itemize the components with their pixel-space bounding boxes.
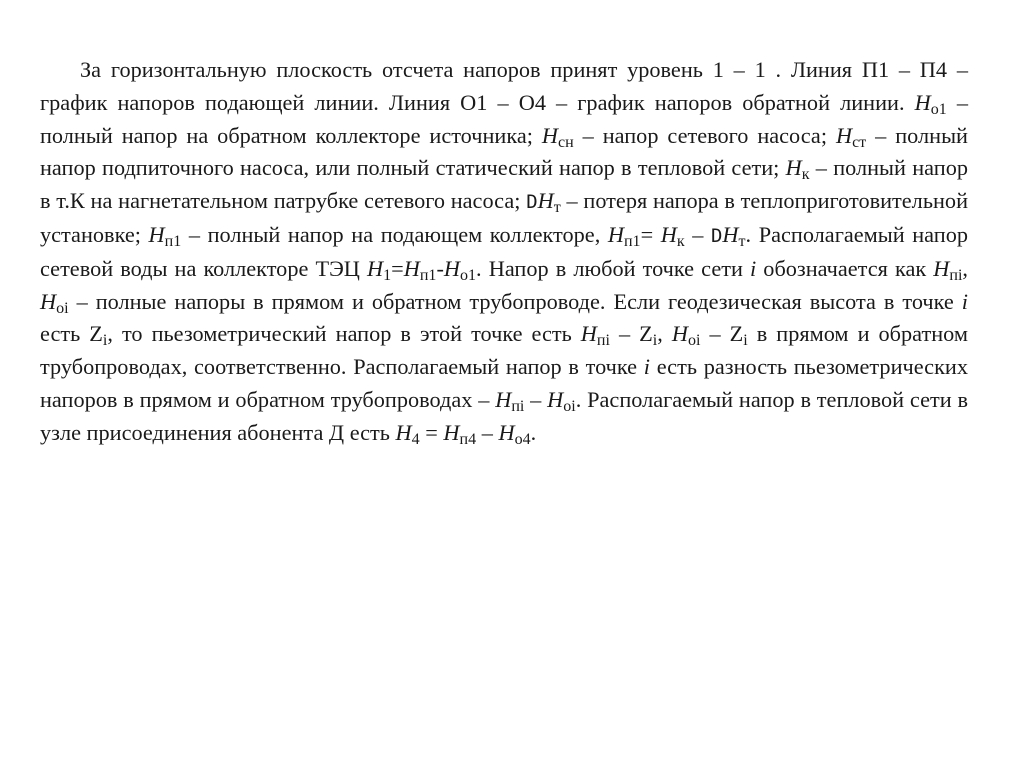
subscript: о1 bbox=[460, 266, 477, 284]
subscript: п1 bbox=[419, 266, 437, 284]
symbol-Z: Z bbox=[89, 321, 103, 347]
text-run: – потеря напора в теплоприготовительной установке; bbox=[40, 188, 968, 247]
symbol-H: H bbox=[443, 419, 460, 445]
symbol-H: H bbox=[498, 419, 515, 445]
text-run: в прямом и обратном трубопроводах, соответственно. Располагаемый напор в точке bbox=[40, 321, 968, 380]
symbol-i: i bbox=[750, 255, 757, 281]
subscript: пi bbox=[949, 266, 963, 284]
symbol-i: i bbox=[961, 288, 968, 314]
document-page bbox=[40, 54, 968, 450]
text-run: есть bbox=[40, 321, 90, 347]
subscript: пi bbox=[511, 397, 525, 415]
symbol-H: H bbox=[580, 321, 597, 347]
text-run: – полные напоры в прямом и обратном трубопроводе. Если геодезическая высота в точке bbox=[68, 288, 962, 314]
text-run: = bbox=[419, 419, 444, 445]
text-run: – Z bbox=[700, 321, 744, 347]
symbol-H: H bbox=[40, 288, 57, 314]
text-run: , то пьезометрический напор в этой точке есть bbox=[107, 321, 581, 347]
subscript: к bbox=[676, 232, 685, 250]
text-run: – полный напор подпиточного насоса, или полный статический напор в тепловой сети; bbox=[40, 122, 968, 181]
text-run: – напор сетевого насоса; bbox=[573, 122, 836, 148]
text-run: , bbox=[962, 255, 968, 281]
subscript: оi bbox=[56, 299, 69, 317]
symbol-H: H bbox=[443, 255, 460, 281]
text-run: За горизонтальную плоскость отсчета напоров принят уровень 1 – 1 . Линия П1 – П4 – график напоров подающей линии. Линия О1 – О4 – график напоров обратной линии. bbox=[40, 57, 968, 115]
text-run: – bbox=[684, 221, 711, 247]
delta-symbol: D bbox=[711, 224, 723, 247]
symbol-H: H bbox=[671, 321, 688, 347]
symbol-H: H bbox=[914, 89, 931, 115]
subscript: т bbox=[553, 199, 561, 217]
delta-symbol: D bbox=[526, 191, 538, 214]
symbol-H: H bbox=[495, 386, 512, 412]
symbol-H: H bbox=[537, 188, 554, 214]
text-run: , bbox=[657, 321, 672, 347]
text-run: – полный напор на обратном коллекторе источника; bbox=[40, 89, 968, 148]
text-run: – полный напор в т.К на нагнетательном патрубке сетевого насоса; bbox=[40, 155, 968, 214]
subscript: 4 bbox=[411, 430, 420, 448]
text-run: - bbox=[436, 255, 444, 281]
symbol-H: H bbox=[835, 122, 853, 148]
subscript: 1 bbox=[383, 266, 392, 284]
subscript: оi bbox=[687, 332, 701, 350]
body-paragraph bbox=[40, 54, 968, 450]
subscript: т bbox=[738, 232, 746, 250]
subscript: ст bbox=[852, 133, 867, 151]
text-run: . Располагаемый напор сетевой воды на коллекторе ТЭЦ bbox=[40, 221, 969, 281]
subscript: пi bbox=[596, 332, 610, 350]
symbol-H: H bbox=[547, 386, 564, 412]
symbol-i: i bbox=[643, 354, 650, 380]
text-run: обозначается как bbox=[756, 255, 934, 281]
text-run: есть разность пьезометрических напоров в прямом и обратном трубопроводах – bbox=[40, 354, 968, 412]
symbol-H: H bbox=[722, 221, 739, 247]
subscript: i bbox=[652, 332, 658, 350]
subscript: п1 bbox=[623, 232, 641, 250]
symbol-H: H bbox=[367, 255, 384, 281]
text-run: – Z bbox=[609, 321, 653, 347]
text-run: = bbox=[640, 221, 661, 247]
subscript: п4 bbox=[459, 430, 477, 448]
text-run: . Располагаемый напор в тепловой сети в узле присоединения абонента Д есть bbox=[40, 386, 969, 445]
subscript: к bbox=[801, 166, 810, 184]
text-run: – bbox=[524, 386, 548, 412]
subscript: оi bbox=[563, 397, 576, 415]
symbol-H: H bbox=[660, 221, 677, 247]
subscript: о4 bbox=[514, 430, 531, 448]
symbol-H: H bbox=[933, 255, 950, 281]
symbol-H: H bbox=[395, 419, 412, 445]
symbol-H: H bbox=[607, 221, 624, 247]
subscript: п1 bbox=[164, 232, 182, 250]
symbol-H: H bbox=[148, 221, 165, 247]
text-run: . bbox=[530, 419, 537, 445]
symbol-H: H bbox=[403, 255, 420, 281]
symbol-H: H bbox=[785, 155, 802, 181]
subscript: сн bbox=[557, 133, 574, 151]
text-run: – полный напор на подающем коллекторе, bbox=[181, 221, 608, 247]
text-run: = bbox=[391, 255, 404, 281]
text-run: – bbox=[476, 419, 499, 445]
subscript: o1 bbox=[930, 100, 947, 118]
subscript: i bbox=[102, 332, 108, 350]
text-run: . Напор в любой точке сети bbox=[476, 255, 750, 281]
symbol-H: H bbox=[541, 122, 558, 148]
subscript: i bbox=[743, 332, 748, 350]
